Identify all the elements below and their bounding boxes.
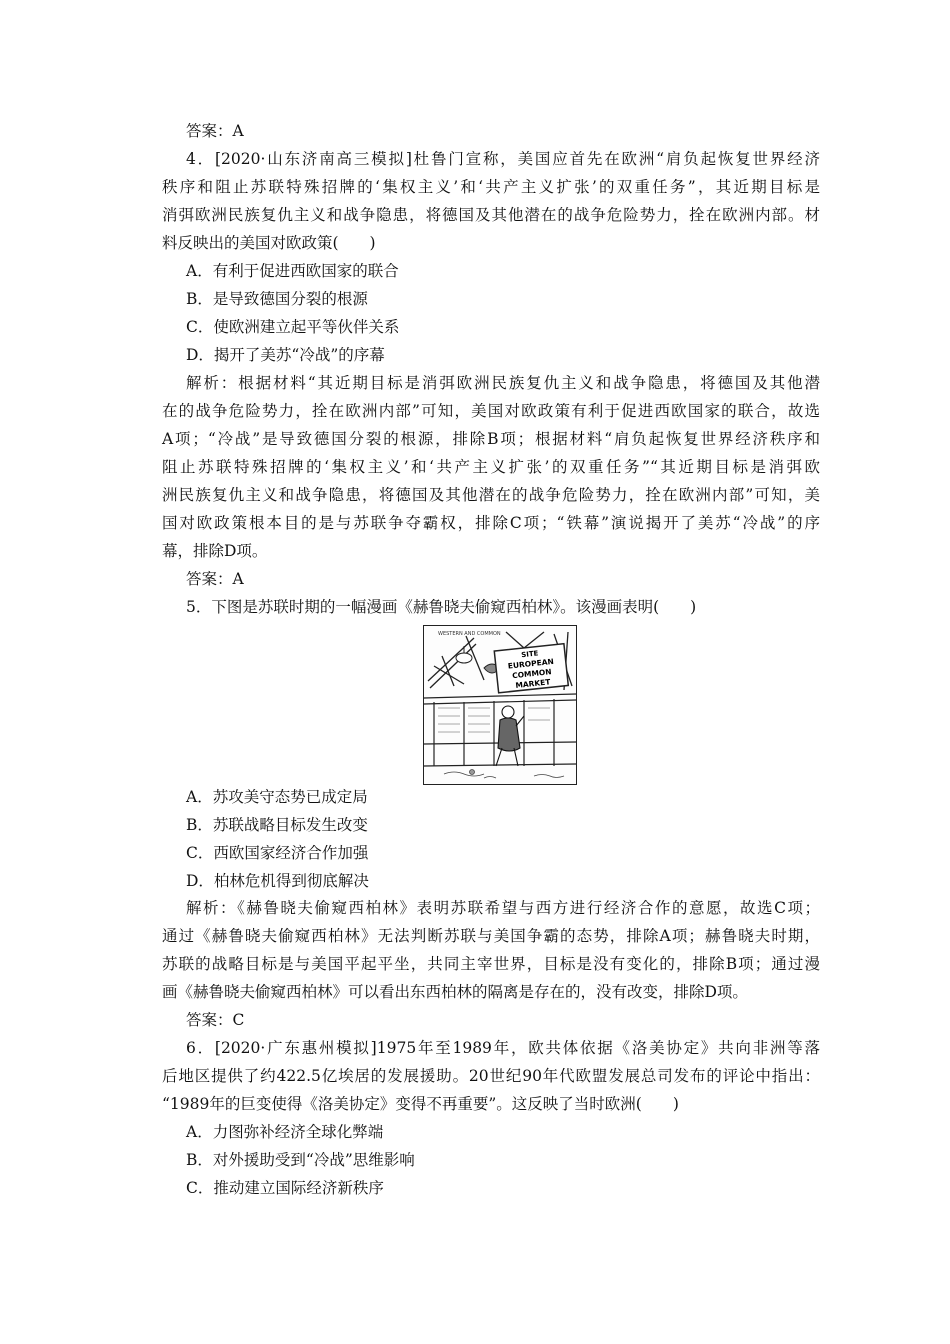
question-5-analysis-line-4: 画《赫鲁晓夫偷窥西柏林》可以看出东西柏林的隔离是存在的，没有改变，排除D项。 xyxy=(162,983,748,1001)
question-5-stem: 5．下图是苏联时期的一幅漫画《赫鲁晓夫偷窥西柏林》。该漫画表明( ) xyxy=(186,598,697,616)
question-4-analysis-line-1: 解析：根据材料“其近期目标是消弭欧洲民族复仇主义和战争隐患，将德国及其他潜 xyxy=(186,374,820,392)
question-5-analysis-line-1: 解析：《赫鲁晓夫偷窥西柏林》表明苏联希望与西方进行经济合作的意愿，故选C项； xyxy=(186,899,820,917)
question-6-stem-line-2: 后地区提供了约422.5亿埃居的发展援助。20世纪90年代欧盟发展总司发布的评论中指出： xyxy=(162,1067,820,1085)
answer-q3: 答案：A xyxy=(186,122,244,140)
question-4-option-a: A．有利于促进西欧国家的联合 xyxy=(186,262,399,280)
answer-q5: 答案：C xyxy=(186,1011,245,1029)
question-4-analysis-line-2: 在的战争危险势力，拴在欧洲内部”可知，美国对欧政策有利于促进西欧国家的联合，故选 xyxy=(162,402,820,420)
cartoon-sign-line-1: SITE xyxy=(520,649,539,660)
question-6-option-a: A．力图弥补经济全球化弊端 xyxy=(186,1123,384,1141)
question-4-stem-line-2: 秩序和阻止苏联特殊招牌的‘集权主义’和‘共产主义扩张’的双重任务”，其近期目标是 xyxy=(162,178,820,196)
question-5-analysis-line-3: 苏联的战略目标是与美国平起平坐，共同主宰世界，目标是没有变化的，排除B项；通过漫 xyxy=(162,955,820,973)
question-4-analysis-line-7: 幕，排除D项。 xyxy=(162,542,268,560)
question-6-stem-line-3: “1989年的巨变使得《洛美协定》变得不再重要”。这反映了当时欧洲( ) xyxy=(162,1095,679,1113)
question-5-option-a: A．苏攻美守态势已成定局 xyxy=(186,788,368,806)
question-4-analysis-line-5: 洲民族复仇主义和战争隐患，将德国及其他潜在的战争危险势力，拴在欧洲内部”可知，美 xyxy=(162,486,820,504)
question-4-option-b: B．是导致德国分裂的根源 xyxy=(186,290,368,308)
question-5-option-c: C．西欧国家经济合作加强 xyxy=(186,844,369,862)
question-5-option-d: D．柏林危机得到彻底解决 xyxy=(186,872,369,890)
question-4-option-c: C．使欧洲建立起平等伙伴关系 xyxy=(186,318,400,336)
answer-q4: 答案：A xyxy=(186,570,244,588)
question-5-option-b: B．苏联战略目标发生改变 xyxy=(186,816,368,834)
question-6-option-b: B．对外援助受到“冷战”思维影响 xyxy=(186,1151,415,1169)
question-4-analysis-line-6: 国对欧政策根本目的是与苏联争夺霸权，排除C项；“铁幕”演说揭开了美苏“冷战”的序 xyxy=(162,514,820,532)
question-4-stem-line-1: 4．[2020·山东济南高三模拟]杜鲁门宣称，美国应首先在欧洲“肩负起恢复世界经济 xyxy=(186,150,820,168)
question-6-option-c: C．推动建立国际经济新秩序 xyxy=(186,1179,384,1197)
question-4-option-d: D．揭开了美苏“冷战”的序幕 xyxy=(186,346,385,364)
question-6-stem-line-1: 6．[2020·广东惠州模拟]1975年至1989年，欧共体依据《洛美协定》共向非洲等落 xyxy=(186,1039,820,1057)
cartoon-header: WESTERN AND COMMON xyxy=(438,631,501,637)
cartoon-sign-line-3: COMMON xyxy=(511,667,552,681)
question-4-analysis-line-4: 阻止苏联特殊招牌的‘集权主义’和‘共产主义扩张’的双重任务”“其近期目标是消弭欧 xyxy=(162,458,820,476)
question-5-analysis-line-2: 通过《赫鲁晓夫偷窥西柏林》无法判断苏联与美国争霸的态势，排除A项；赫鲁晓夫时期， xyxy=(162,927,820,945)
question-4-stem-line-4: 料反映出的美国对欧政策( ) xyxy=(162,234,376,252)
question-4-analysis-line-3: A项；“冷战”是导致德国分裂的根源，排除B项；根据材料“肩负起恢复世界经济秩序和 xyxy=(162,430,820,448)
cartoon-image xyxy=(423,625,577,785)
cartoon-sign-line-2: EUROPEAN xyxy=(507,656,555,671)
cartoon-sign-line-4: MARKET xyxy=(514,677,551,690)
question-4-stem-line-3: 消弭欧洲民族复仇主义和战争隐患，将德国及其他潜在的战争危险势力，拴在欧洲内部。材 xyxy=(162,206,820,224)
